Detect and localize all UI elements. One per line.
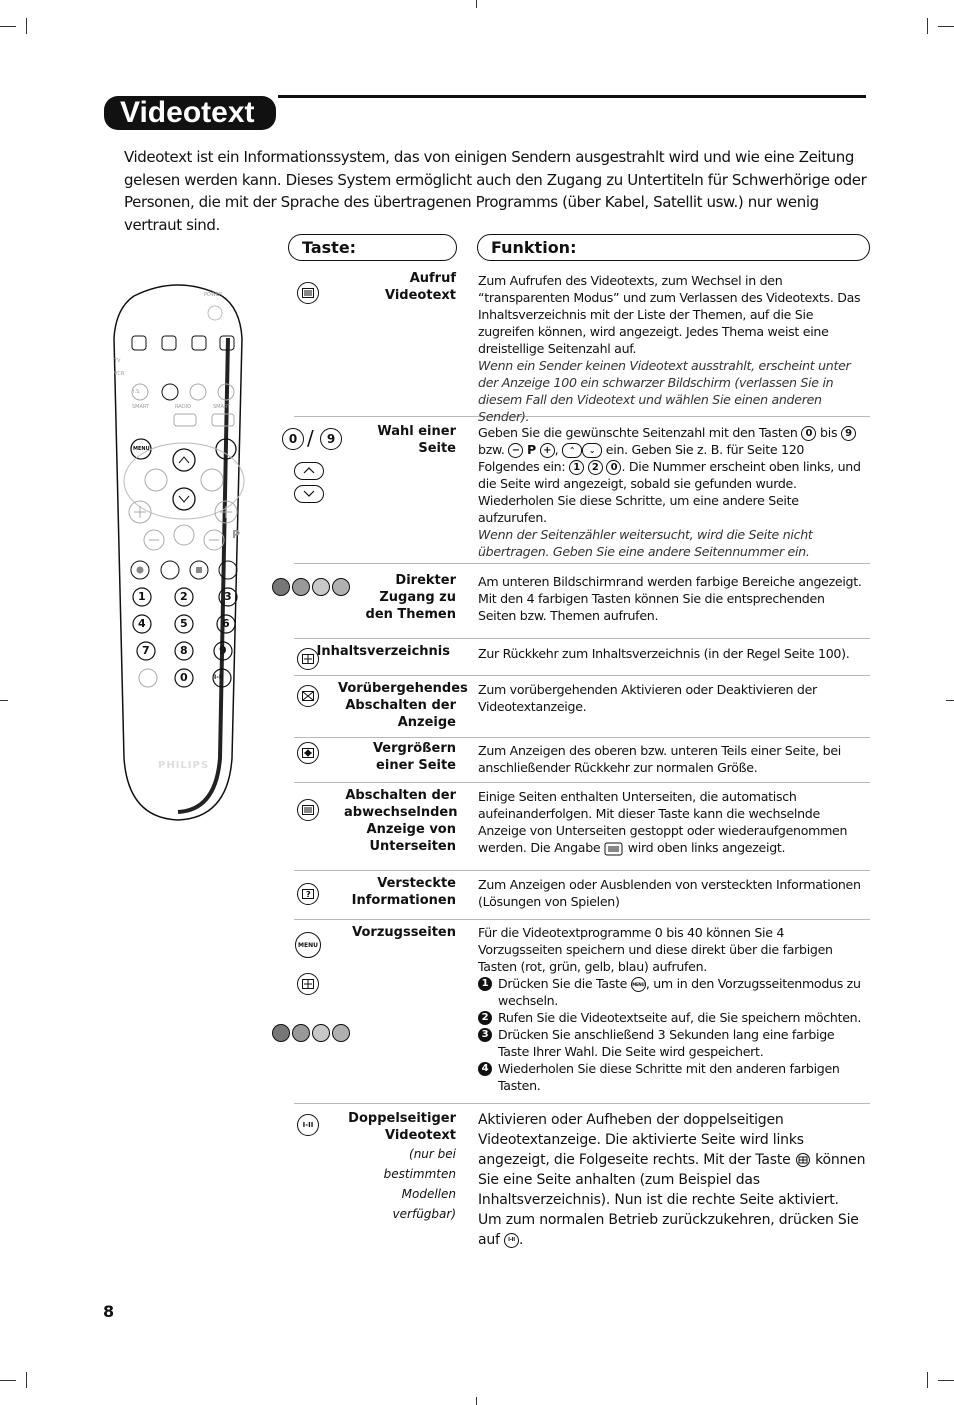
- key-label: Vorzugsseiten: [352, 925, 456, 940]
- colour-keys-group: [272, 1024, 352, 1044]
- key-label: Abschalten der abwechselnden Anzeige von Unterseiten: [344, 788, 458, 854]
- digit-9-glyph: 9: [841, 426, 856, 441]
- remote-vcr-label: VCR: [114, 371, 125, 377]
- menu-key-icon: MENU: [295, 932, 321, 958]
- function-text: [478, 424, 866, 560]
- digit-9-key: 9: [320, 428, 342, 450]
- remote-menu-label: MENU: [133, 446, 150, 452]
- remote-p-label: P: [232, 528, 241, 541]
- remote-digit: 2: [180, 590, 188, 603]
- subpage-key-icon: [297, 799, 319, 821]
- function-note: Wenn der Seitenzähler weitersucht, wird die Seite nicht übertragen. Geben Sie eine andere Seitennummer ein.: [478, 527, 813, 559]
- row-wahl-einer-seite: [288, 417, 870, 564]
- yellow-key-icon: [312, 578, 330, 596]
- row-doppelseitiger-videotext: [294, 1104, 870, 1248]
- colour-keys-group: [272, 578, 352, 598]
- crop-mark: [0, 1380, 16, 1381]
- plus-glyph: +: [540, 443, 555, 458]
- yellow-key-icon: [312, 1024, 330, 1042]
- chevron-up-glyph: ⌃: [562, 443, 582, 458]
- key-label: Wahl einer Seite: [377, 424, 456, 456]
- function-text-main: Zum Aufrufen des Videotexts, zum Wechsel in den “transparenten Modus” und zum Verlassen des Videotexts. Das Inhaltsverzeichnis mit der Liste der Themen, auf die Sie zugreifen können, wird angezeigt. Jedes Thema weist eine dreistellige Seitenzahl auf.: [478, 273, 861, 356]
- function-text: [478, 924, 866, 1094]
- function-text-main: Einige Seiten enthalten Unterseiten, die automatisch aufeinanderfolgen. Mit dieser Taste kann die wechselnde Anzeige von Unterseiten gestoppt oder wiederaufgenommen werden. Die Angabe: [478, 789, 848, 855]
- function-text: Zum Anzeigen oder Ausblenden von versteckten Informationen (Lösungen von Spielen): [478, 877, 861, 909]
- text-part: ein. Geben Sie z. B. für Seite 120 Folgendes ein:: [478, 442, 805, 474]
- key-label: Aufruf Videotext: [385, 271, 456, 303]
- cancel-display-key-icon: [297, 685, 319, 707]
- step-item: [478, 975, 866, 1009]
- key-column-header: Taste:: [288, 234, 457, 261]
- menu-glyph: MENU: [631, 977, 646, 992]
- step-text: Rufen Sie die Videotextseite auf, die Sie speichern möchten.: [498, 1010, 862, 1025]
- key-label-text: Doppelseitiger Videotext: [348, 1111, 456, 1143]
- text-part: bis: [820, 425, 838, 440]
- crop-mark: [26, 1372, 27, 1388]
- text-part: .: [519, 1232, 524, 1248]
- row-vorzugsseiten: [294, 920, 870, 1104]
- reveal-key-icon: [297, 883, 319, 905]
- key-note: (nur bei bestimmten Modellen verfügbar): [383, 1147, 456, 1221]
- row-aufruf-videotext: [294, 266, 870, 424]
- remote-is-label: I.S.: [133, 389, 141, 395]
- function-text: Am unteren Bildschirmrand werden farbige Bereiche angezeigt. Mit den 4 farbigen Tasten können Sie die entsprechenden Seiten bzw. Themen aufrufen.: [478, 574, 862, 623]
- green-key-icon: [292, 1024, 310, 1042]
- intro-paragraph: Videotext ist ein Informationssystem, das von einigen Sendern ausgestrahlt wird und wie eine Zeitung gelesen werden kann. Dieses System ermöglicht auch den Zugang zu Untertiteln für Schwerhörige oder Personen, die mit der Sprache des übertragenen Programms (über Kabel, Satellit usw.) nur wenig vertraut sind.: [124, 148, 867, 234]
- text-part: . Die Nummer erscheint oben links, und die Seite wird angezeigt, sobald sie gefunden wurde. Wiederholen Sie diese Schritte, um eine andere Seite aufzurufen.: [478, 459, 861, 525]
- remote-digit: 1: [138, 590, 146, 603]
- row-vergroessern: [294, 738, 870, 783]
- chevron-down-icon: [295, 486, 323, 502]
- crop-mark: [927, 18, 928, 34]
- index-glyph-icon: [795, 1153, 811, 1167]
- row-versteckte-informationen: [294, 871, 870, 920]
- key-label: Versteckte Informationen: [351, 876, 456, 908]
- row-unterseiten: [294, 783, 870, 871]
- digit-1-glyph: 1: [569, 460, 584, 475]
- function-text: Zum Anzeigen des oberen bzw. unteren Teils einer Seite, bei anschließender Rückkehr zur normalen Größe.: [478, 743, 841, 775]
- step-text: Wiederholen Sie diese Schritte mit den anderen farbigen Tasten.: [498, 1061, 840, 1093]
- function-text-main: Für die Videotextprogramme 0 bis 40 können Sie 4 Vorzugsseiten speichern und diese direkt über die farbigen Tasten (rot, grün, gelb, blau) aufrufen.: [478, 925, 833, 974]
- remote-digit: 5: [180, 617, 188, 630]
- enlarge-key-icon: [297, 742, 319, 764]
- crop-mark: [26, 18, 27, 34]
- question-box-icon: [302, 889, 314, 899]
- crop-mark: [938, 26, 954, 27]
- function-text: [478, 1110, 866, 1250]
- crop-mark: [476, 0, 477, 8]
- blue-key-icon: [332, 1024, 350, 1042]
- step-text: Drücken Sie anschließend 3 Sekunden lang eine farbige Taste Ihrer Wahl. Die Seite wird gespeichert.: [498, 1027, 835, 1059]
- crop-mark: [0, 700, 8, 701]
- red-key-icon: [272, 578, 290, 596]
- red-key-icon: [272, 1024, 290, 1042]
- function-note: Wenn ein Sender keinen Videotext ausstrahlt, erscheint unter der Anzeige 100 ein schwarzer Bildschirm (verlassen Sie in diesem Fall den Videotext und wählen Sie einen anderen Sender).: [478, 358, 851, 424]
- step-number: 4: [478, 1062, 492, 1076]
- key-label: Vergrößern einer Seite: [372, 741, 456, 773]
- cross-box-icon: [302, 691, 314, 701]
- chevron-down-glyph: ⌄: [582, 443, 602, 458]
- page-up-key: [294, 462, 324, 480]
- page-title: Videotext: [104, 96, 276, 130]
- row-direkter-zugang: [294, 564, 870, 639]
- digit-keys-group: [282, 428, 352, 452]
- remote-dual-label: I-II: [214, 674, 224, 681]
- text-part: bzw.: [478, 442, 505, 457]
- function-text: Zum vorübergehenden Aktivieren oder Deaktivieren der Videotextanzeige.: [478, 682, 817, 714]
- step-number: 1: [478, 977, 492, 991]
- text-part: können Sie eine Seite anhalten (zum Beispiel das Inhaltsverzeichnis). Nun ist die rechte Seite aktiviert. Um zum normalen Betrieb zurückzukehren, drücken Sie auf: [478, 1152, 866, 1248]
- row-voruebergehendes-abschalten: [294, 676, 870, 738]
- crop-mark: [927, 1372, 928, 1388]
- index-key-icon: [297, 973, 319, 995]
- steps-list: [478, 975, 866, 1094]
- step-text: , um in den Vorzugsseitenmodus zu wechseln.: [498, 976, 861, 1008]
- crop-mark: [0, 26, 16, 27]
- remote-digit: 3: [224, 590, 232, 603]
- key-label: [326, 1110, 456, 1224]
- remote-digit: 9: [219, 644, 227, 657]
- remote-digit: 0: [180, 671, 188, 684]
- function-text-end: wird oben links angezeigt.: [627, 840, 786, 855]
- remote-control: [104, 278, 252, 826]
- function-text: Zur Rückkehr zum Inhaltsverzeichnis (in der Regel Seite 100).: [478, 646, 850, 661]
- page-down-key: [294, 485, 324, 503]
- function-text: [478, 272, 866, 425]
- p-label: P: [527, 442, 536, 457]
- function-text: [478, 788, 866, 856]
- step-item: [478, 1026, 866, 1060]
- function-text-main: Geben Sie die gewünschte Seitenzahl mit den Tasten 0 bis 9 bzw. − P + , ⌃ ⌄ ein. Geben Sie z. B. für Seite 120 Folgendes ein: 1 2 0 . Die Nummer erscheint oben links, und die Seite wird angezeigt, sobald sie gefunden wurde. Wiederholen Sie diese Schritte, um eine andere Seite aufzurufen.: [478, 425, 861, 525]
- blue-key-icon: [332, 578, 350, 596]
- row-inhaltsverzeichnis: [294, 639, 870, 676]
- remote-digit: 6: [222, 617, 230, 630]
- chevron-up-icon: [295, 463, 323, 479]
- step-number: 3: [478, 1028, 492, 1042]
- digit-0-glyph: 0: [801, 426, 816, 441]
- remote-digit: 4: [138, 617, 146, 630]
- slash-separator: /: [307, 426, 314, 450]
- remote-brand: PHILIPS: [158, 760, 210, 771]
- minus-glyph: −: [508, 443, 523, 458]
- crop-mark: [476, 1397, 477, 1405]
- dual-glyph: I-II: [504, 1233, 519, 1248]
- remote-digit: 7: [142, 644, 150, 657]
- remote-tv-label: TV: [114, 358, 121, 364]
- crop-mark: [938, 1380, 954, 1381]
- title-rule: [278, 95, 866, 98]
- green-key-icon: [292, 578, 310, 596]
- remote-smart-label: SMART: [132, 404, 150, 410]
- subpage-indicator-icon: [604, 842, 624, 856]
- key-label: Direkter Zugang zu den Themen: [365, 573, 456, 622]
- text-part: Geben Sie die gewünschte Seitenzahl mit den Tasten: [478, 425, 798, 440]
- videotext-key-icon: [297, 282, 319, 304]
- digit-2-glyph: 2: [588, 460, 603, 475]
- enlarge-icon: [302, 748, 314, 758]
- function-column-header: Funktion:: [477, 234, 870, 261]
- crop-mark: [946, 700, 954, 701]
- page-number: 8: [103, 1302, 115, 1321]
- text-part: Aktivieren oder Aufheben der doppelseitigen Videotextanzeige. Die aktivierte Seite wird links angezeigt, die Folgeseite rechts. Mit der Taste: [478, 1112, 804, 1168]
- svg-text:?: ?: [306, 890, 311, 899]
- step-item: [478, 1009, 866, 1026]
- remote-digit: 8: [180, 644, 188, 657]
- digit-0-glyph: 0: [606, 460, 621, 475]
- remote-radio-label: RADIO: [175, 404, 191, 410]
- dual-page-key-icon: I-II: [297, 1114, 319, 1136]
- step-text: Drücken Sie die Taste: [498, 976, 628, 991]
- remote-power-label: POWER: [204, 292, 223, 298]
- key-label: Vorübergehendes Abschalten der Anzeige: [338, 681, 468, 730]
- videotext-lines-icon: [302, 288, 314, 298]
- subpage-icon: [302, 805, 314, 815]
- key-label: Inhaltsverzeichnis: [316, 644, 450, 659]
- step-number: 2: [478, 1011, 492, 1025]
- remote-outline: [104, 278, 252, 826]
- index-icon: [302, 979, 314, 989]
- remote-smart-label: SMART: [213, 404, 231, 410]
- step-item: [478, 1060, 866, 1094]
- digit-0-key: 0: [282, 428, 304, 450]
